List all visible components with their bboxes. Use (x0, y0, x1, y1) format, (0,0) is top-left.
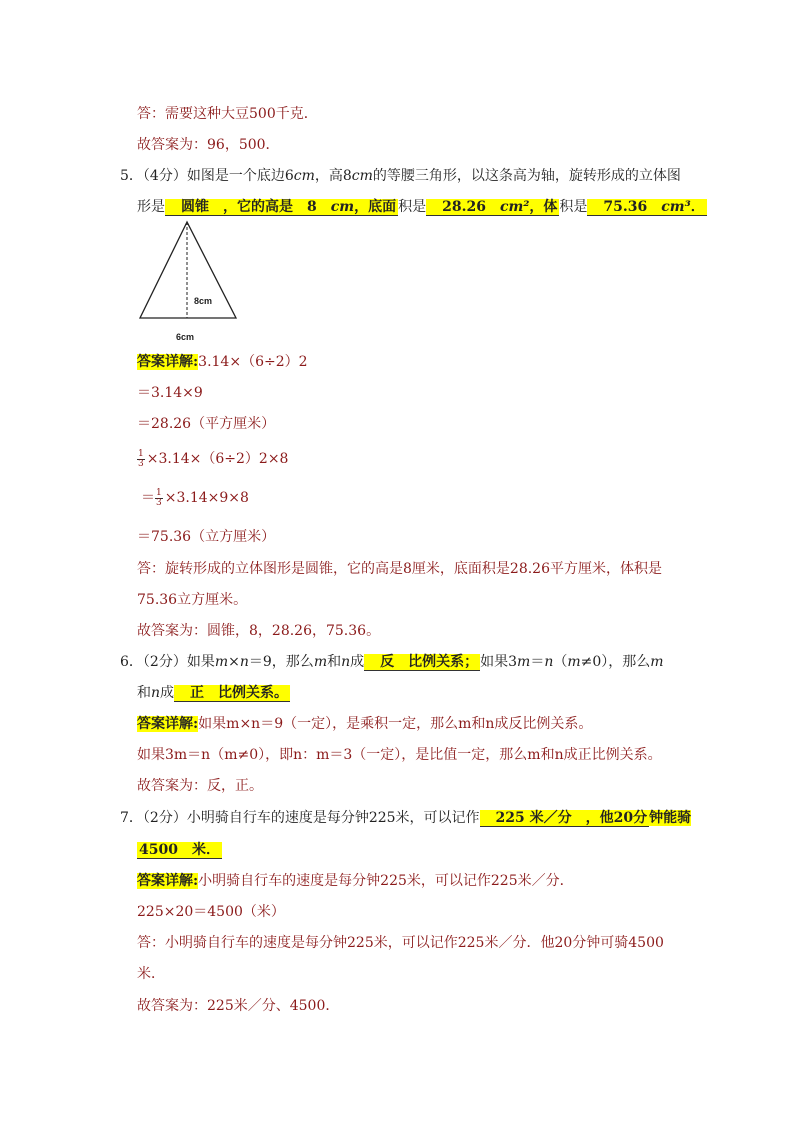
answer-blank: 正 比例关系。 (176, 685, 289, 701)
answer-blank: 28.26 cm²，体 (428, 199, 558, 215)
question-number: 7． (120, 810, 143, 826)
explanation-line: 答案详解:小明骑自行车的速度是每分钟225米，可以记作225米／分． (137, 873, 574, 889)
explanation-line: 答案详解:3.14×（6÷2）2 (137, 354, 308, 370)
explanation-line: 答：旋转形成的立体图形是圆锥，它的高是8厘米，底面积是28.26平方厘米，体积是 (137, 561, 662, 577)
explanation-line: 答案详解:如果m×n＝9（一定），是乘积一定，那么m和n成反比例关系。 (137, 716, 593, 732)
final-answer-line: 故答案为：225米／分、4500． (137, 998, 340, 1014)
question-5: 5．（4分）如图是一个底边6cm，高8cm的等腰三角形，以这条高为轴，旋转形成的立体图 (120, 168, 681, 184)
final-answer-line: 故答案为：反，正。 (137, 778, 263, 794)
explanation-line: 225×20＝4500（米） (137, 904, 285, 920)
answer-line: 答：需要这种大豆500千克． (137, 106, 318, 122)
answer-blank: 225 米／分 ，他20分 (481, 810, 648, 826)
base-label: 6cm (176, 332, 195, 342)
fraction: $\frac{1}{3}$ (156, 487, 162, 508)
explanation-label: 答案详解: (137, 716, 199, 732)
question-number: 6． (120, 654, 143, 670)
answer-blank: 4500 米． (139, 842, 220, 858)
question-7-line-2 (137, 840, 222, 860)
explanation-line: 答：小明骑自行车的速度是每分钟225米，可以记作225米／分．他20分钟可骑4500 (137, 935, 664, 951)
final-answer-line: 故答案为：96，500． (137, 137, 280, 153)
explanation-line: 如果3m＝n（m≠0），即n：m＝3（一定），是比值一定，那么m和n成正比例关系。 (137, 747, 662, 763)
question-5-line-2: 形是 圆锥 ，它的高是 8 cm，底面 积是 28.26 cm²，体 积是 75.36 cm³． (137, 199, 705, 215)
explanation-line: ＝ $\frac{1}{3}$ ×3.14×9×8 (141, 487, 249, 508)
fraction: $\frac{1}{3}$ (138, 448, 144, 469)
explanation-line: 75.36立方厘米。 (137, 592, 248, 608)
explanation-line: ＝28.26（平方厘米） (137, 416, 276, 432)
triangle-figure (130, 218, 250, 348)
answer-blank: 反 比例关系； (366, 654, 479, 670)
final-answer-line: 故答案为：圆锥，8，28.26，75.36。 (137, 623, 381, 639)
question-7: 7．（2分）小明骑自行车的速度是每分钟225米，可以记作 225 米／分 ，他20分 钟能骑 (120, 810, 692, 826)
triangle-shape (140, 222, 236, 318)
question-6: 6．（2分）如果m×n＝9，那么m和n成 反 比例关系； 如果3m＝n（m≠0），那么m (120, 654, 664, 670)
explanation-line: 米． (137, 966, 165, 982)
height-label: 8cm (194, 296, 213, 306)
question-number: 5． (120, 168, 143, 184)
explanation-label: 答案详解: (137, 873, 199, 889)
explanation-line: ＝3.14×9 (137, 385, 203, 401)
explanation-line: ＝75.36（立方厘米） (137, 529, 276, 545)
explanation-label: 答案详解: (137, 354, 199, 370)
question-6-line-2: 和n成 正 比例关系。 (137, 685, 289, 701)
answer-blank: 75.36 cm³． (589, 199, 705, 215)
answer-blank: 圆锥 ，它的高是 8 cm，底面 (167, 199, 397, 215)
explanation-line: $\frac{1}{3}$ ×3.14×（6÷2）2×8 (138, 448, 289, 469)
